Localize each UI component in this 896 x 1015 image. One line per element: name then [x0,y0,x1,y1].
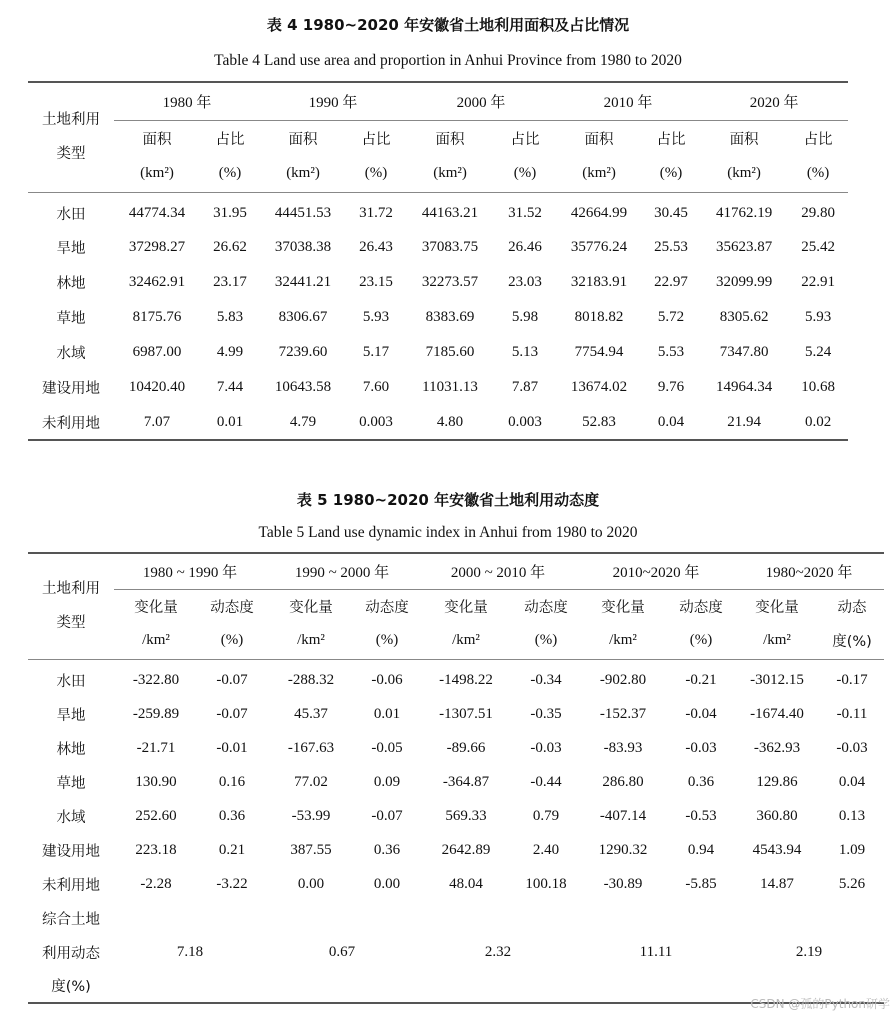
table-cell: -0.04 [685,705,717,722]
table-cell: -0.21 [685,671,717,688]
table-cell: 0.36 [373,841,401,858]
table-cell: -167.63 [287,739,335,756]
table4-year-2000: 2000 年 [406,82,556,120]
table-cell: -288.32 [287,671,335,688]
col-header-dynamic: 动态度 [365,599,409,616]
table5-row-header [28,553,114,659]
row-label: 旱地 [56,241,86,257]
table-cell: 44163.21 [421,204,479,221]
table-cell: -259.89 [132,705,180,722]
table-cell: 41762.19 [715,204,773,221]
table5-period-2: 1990 ~ 2000 年 [266,553,418,589]
table-cell: 5.72 [657,309,685,325]
table-cell: 0.09 [373,773,401,790]
table5-period-5: 1980~2020 年 [734,553,884,589]
unit-km2: (km²) [556,156,642,192]
col-header-area: 面积 [142,131,172,148]
table-cell: 4.80 [406,405,494,440]
table-cell: 35623.87 [715,239,773,255]
table4-year-2020: 2020 年 [700,82,848,120]
table-cell: 14964.34 [715,379,773,395]
col-header-area: 面积 [584,131,614,148]
table-cell: 22.97 [654,274,688,290]
table-cell: -362.93 [753,739,801,756]
table-cell: 286.80 [602,773,644,790]
table-cell: 31.95 [213,204,247,221]
col-header-dynamic: 动态度 [679,599,723,616]
table-cell: -407.14 [599,807,647,824]
table-cell: 7.60 [362,379,390,395]
table-cell: 569.33 [445,807,487,824]
table-cell: 7347.80 [719,344,769,360]
summary-label-line2: 利用动态 [42,945,100,962]
table-cell: 25.53 [654,239,688,255]
summary-label-line1: 综合土地 [42,911,100,928]
table-cell: 5.26 [838,875,866,892]
row-label: 水域 [56,346,86,362]
table-cell: 26.43 [359,239,393,255]
table-cell: 32441.21 [274,274,332,290]
unit-percent: (%) [494,156,556,192]
row-label: 未利用地 [42,877,100,894]
row-header-line2: 类型 [56,615,86,632]
table-cell: -5.85 [685,875,717,892]
table-cell: 13674.02 [570,379,628,395]
table-cell: -1498.22 [439,671,493,688]
col-header-change: 变化量 [289,599,333,616]
unit-km2: (km²) [114,156,200,192]
table-cell: -0.03 [836,739,868,756]
table-cell: 7.07 [114,405,200,440]
table-cell: 48.04 [449,875,483,892]
table-cell: 7.44 [216,379,244,395]
row-label: 水域 [56,809,86,826]
table-cell: 23.15 [359,274,393,290]
table-cell: 31.72 [359,204,393,221]
summary-value-4: 11.11 [639,943,673,960]
col-header-change: 变化量 [601,599,645,616]
table-cell: 0.36 [218,807,246,824]
table-cell: 44451.53 [274,204,332,221]
table-cell: -2.28 [140,875,172,892]
table4 [28,81,848,441]
table-row [28,867,884,901]
table5-title-en: Table 5 Land use dynamic index in Anhui from 1980 to 2020 [258,524,638,541]
table-cell: 252.60 [135,807,177,824]
table-cell: 130.90 [135,773,177,790]
table-cell: -902.80 [599,671,647,688]
unit-percent: (%) [788,156,848,192]
table-cell: -0.05 [371,739,403,756]
col-header-share: 占比 [803,131,833,148]
table-cell: 0.01 [373,705,401,722]
unit-percent: 度(%) [820,623,884,659]
row-header-line2: 类型 [56,146,86,163]
table-cell: -3012.15 [750,671,804,688]
table-cell: 30.45 [654,204,688,221]
table-cell: 10643.58 [274,379,332,395]
table-cell: -152.37 [599,705,647,722]
unit-percent: (%) [642,156,700,192]
table-cell: 25.42 [801,239,835,255]
table-cell: 387.55 [290,841,332,858]
table-cell: 0.04 [838,773,866,790]
table-cell: 0.01 [200,405,260,440]
table5-period-3: 2000 ~ 2010 年 [418,553,578,589]
summary-label-line3: 度(%) [51,979,91,995]
row-label: 未利用地 [28,405,114,440]
row-label: 草地 [56,775,86,792]
table-row [28,370,848,405]
table-cell: 45.37 [294,705,328,722]
row-label: 林地 [56,741,86,758]
row-header-line1: 土地利用 [42,581,100,598]
unit-percent: (%) [356,623,418,659]
table-cell: 8306.67 [278,309,328,325]
col-header-change: 变化量 [444,599,488,616]
table-cell: 37083.75 [421,239,479,255]
table4-year-2010: 2010 年 [556,82,700,120]
table-cell: -0.53 [685,807,717,824]
table-cell: 32099.99 [715,274,773,290]
table-cell: 0.79 [532,807,560,824]
table-cell: -30.89 [603,875,643,892]
table-row [28,765,884,799]
table4-title-en: Table 4 Land use area and proportion in Anhui Province from 1980 to 2020 [214,52,682,69]
watermark: CSDN @孤的Python研学 [750,997,890,1011]
col-header-change: 变化量 [755,599,799,616]
unit-percent: (%) [514,623,578,659]
table-cell: -0.03 [530,739,562,756]
table-cell: 32273.57 [421,274,479,290]
table-cell: 223.18 [135,841,177,858]
summary-value-1: 7.18 [176,943,204,960]
table-cell: 35776.24 [570,239,628,255]
table-cell: 31.52 [508,204,542,221]
row-label: 林地 [56,276,86,292]
table-row [28,265,848,300]
table-cell: 9.76 [657,379,685,395]
table-cell: 0.02 [788,405,848,440]
table-row [28,300,848,335]
table-cell: -53.99 [291,807,331,824]
unit-km2: /km² [418,623,514,659]
col-header-share: 占比 [215,131,245,148]
table-cell: 8175.76 [132,309,182,325]
table-cell: 29.80 [801,204,835,221]
table-cell: 6987.00 [132,344,182,360]
table-row [28,405,848,440]
row-label: 水田 [56,673,86,690]
table-cell: 4.99 [216,344,244,360]
table-cell: 22.91 [801,274,835,290]
table-cell: 10420.40 [128,379,186,395]
unit-percent: (%) [200,156,260,192]
col-header-share: 占比 [361,131,391,148]
unit-percent: (%) [346,156,406,192]
table4-year-1980: 1980 年 [114,82,260,120]
table-cell: -3.22 [216,875,248,892]
table4-year-1990: 1990 年 [260,82,406,120]
table5-period-1: 1980 ~ 1990 年 [114,553,266,589]
table4-row-header [28,82,114,192]
unit-km2: /km² [578,623,668,659]
col-header-change: 变化量 [134,599,178,616]
row-header-line1: 土地利用 [42,112,100,129]
table-cell: 37298.27 [128,239,186,255]
table-cell: 0.04 [642,405,700,440]
unit-percent: (%) [668,623,734,659]
table-cell: 7754.94 [574,344,624,360]
table-cell: -0.17 [836,671,868,688]
table-cell: 0.21 [218,841,246,858]
col-header-share: 占比 [510,131,540,148]
unit-km2: /km² [734,623,820,659]
table-cell: -0.34 [530,671,562,688]
table-cell: 7239.60 [278,344,328,360]
row-label: 建设用地 [42,381,100,397]
table-cell: 0.13 [838,807,866,824]
table-cell: 0.003 [494,405,556,440]
table-cell: 1290.32 [598,841,648,858]
row-label: 草地 [56,311,86,327]
table-cell: -1307.51 [439,705,493,722]
table-cell: -83.93 [603,739,643,756]
table-cell: 1.09 [838,841,866,858]
table-cell: 11031.13 [422,379,478,395]
table-cell: 5.17 [362,344,390,360]
table-cell: 44774.34 [128,204,186,221]
table-cell: 77.02 [294,773,328,790]
col-header-area: 面积 [288,131,318,148]
table-cell: 52.83 [556,405,642,440]
table-cell: 5.98 [511,309,539,325]
table-row [28,335,848,370]
unit-km2: (km²) [700,156,788,192]
col-header-dynamic: 动态度 [524,599,568,616]
table-cell: 32462.91 [128,274,186,290]
table-cell: 360.80 [756,807,798,824]
table-cell: 0.00 [297,875,325,892]
table-cell: 0.94 [687,841,715,858]
table-cell: 5.24 [804,344,832,360]
table-cell: 10.68 [801,379,835,395]
col-header-dynamic: 动态 [837,599,867,616]
table-row [28,697,884,731]
table-cell: -0.11 [836,705,868,722]
table-cell: 23.17 [213,274,247,290]
table4-title-cn: 表 4 1980~2020 年安徽省土地利用面积及占比情况 [266,16,630,34]
table-cell: -0.03 [685,739,717,756]
table-cell: -1674.40 [750,705,804,722]
table-row [28,230,848,265]
table-cell: -364.87 [442,773,490,790]
table-cell: 100.18 [525,875,567,892]
row-label: 建设用地 [42,843,100,860]
unit-km2: (km²) [260,156,346,192]
table5 [28,552,884,1004]
table-cell: 23.03 [508,274,542,290]
table-cell: 8383.69 [425,309,475,325]
table-cell: 26.62 [213,239,247,255]
table-cell: -21.71 [136,739,176,756]
unit-km2: /km² [266,623,356,659]
table-cell: 8018.82 [574,309,624,325]
table-row [28,659,884,697]
table-cell: 4.79 [260,405,346,440]
table-cell: 21.94 [700,405,788,440]
table-cell: 26.46 [508,239,542,255]
table-cell: -322.80 [132,671,180,688]
col-header-dynamic: 动态度 [210,599,254,616]
table-cell: 42664.99 [570,204,628,221]
table-cell: -89.66 [446,739,486,756]
table-cell: 5.13 [511,344,539,360]
table-cell: 7.87 [511,379,539,395]
row-label: 旱地 [56,707,86,724]
table-row [28,192,848,230]
table-cell: 5.53 [657,344,685,360]
unit-km2: /km² [114,623,198,659]
table5-title-cn: 表 5 1980~2020 年安徽省土地利用动态度 [296,491,600,509]
table-cell: -0.07 [216,705,248,722]
table-cell: 0.36 [687,773,715,790]
table-cell: -0.44 [530,773,562,790]
table-row [28,731,884,765]
summary-value-2: 0.67 [328,943,356,960]
table-cell: 2642.89 [441,841,491,858]
summary-value-3: 2.32 [484,943,512,960]
col-header-area: 面积 [435,131,465,148]
col-header-share: 占比 [656,131,686,148]
table-cell: 8305.62 [719,309,769,325]
table-cell: -0.07 [216,671,248,688]
table-cell: 5.93 [804,309,832,325]
table-cell: 0.16 [218,773,246,790]
table-row [28,833,884,867]
unit-percent: (%) [198,623,266,659]
table-cell: 37038.38 [274,239,332,255]
table-row [28,799,884,833]
summary-value-5: 2.19 [795,943,823,960]
table-cell: 7185.60 [425,344,475,360]
table-cell: 4543.94 [752,841,802,858]
table-cell: 14.87 [760,875,794,892]
table-cell: -0.35 [530,705,562,722]
table-cell: -0.07 [371,807,403,824]
col-header-area: 面积 [729,131,759,148]
table-cell: 0.00 [373,875,401,892]
table-cell: 5.93 [362,309,390,325]
table-cell: 2.40 [532,841,560,858]
row-label: 水田 [56,206,86,223]
table-cell: 0.003 [346,405,406,440]
table-cell: -0.06 [371,671,403,688]
table-cell: 32183.91 [570,274,628,290]
table-cell: -0.01 [216,739,248,756]
table-cell: 129.86 [756,773,798,790]
table5-period-4: 2010~2020 年 [578,553,734,589]
unit-km2: (km²) [406,156,494,192]
table-cell: 5.83 [216,309,244,325]
